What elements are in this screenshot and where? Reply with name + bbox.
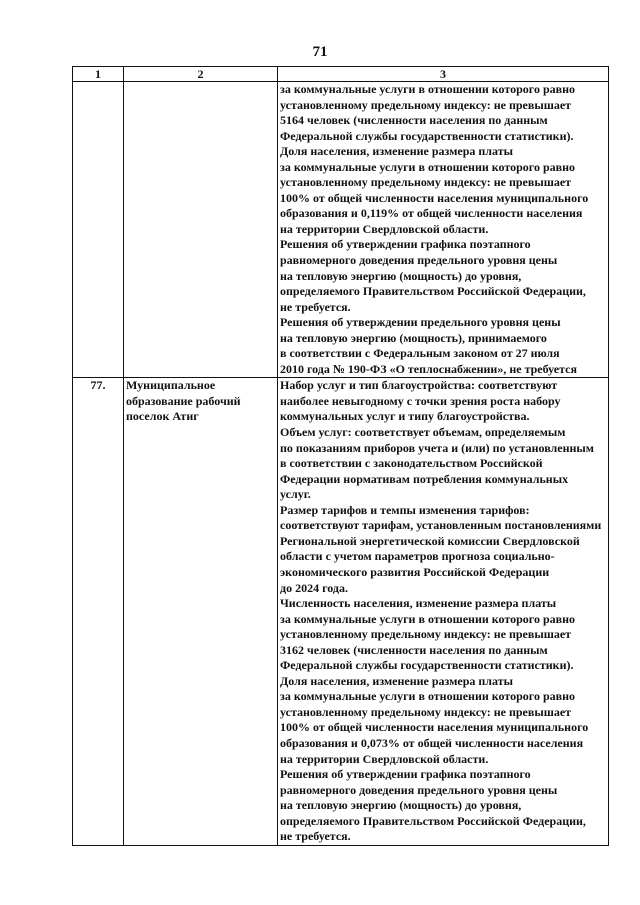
table-row	[73, 82, 609, 378]
description-line: на тепловую энергию (мощность), принимаемого	[280, 330, 547, 345]
description-line: образования и 0,073% от общей численности населения	[280, 735, 584, 750]
description-line: за коммунальные услуги в отношении которого равно	[280, 82, 576, 96]
description-line: за коммунальные услуги в отношении которого равно	[280, 611, 576, 626]
municipality-name-line: поселок Атиг	[126, 409, 199, 424]
description-line: равномерного доведения предельного уровня цены	[280, 253, 558, 268]
description-line: определяемого Правительством Российской Федерации,	[280, 284, 586, 299]
description-line: Численность населения, изменение размера платы	[280, 596, 557, 611]
municipality-name-line: Муниципальное	[126, 378, 216, 393]
page-number: 71	[312, 44, 328, 60]
description-line: области с учетом параметров прогноза социально-	[280, 549, 555, 564]
description-line: 100% от общей численности населения муниципального	[280, 720, 589, 735]
description-line: Размер тарифов и темпы изменения тарифов:	[280, 502, 530, 517]
description-line: Решения об утверждении предельного уровня цены	[280, 315, 561, 330]
municipality-name-line: образование рабочий	[126, 393, 241, 408]
description-line: 3162 человек (численности населения по данным	[280, 642, 548, 657]
description-line: Региональной энергетической комиссии Свердловской	[280, 533, 580, 548]
description-line: Федеральной службы государственности статистики).	[280, 658, 574, 673]
description-cell	[278, 378, 609, 845]
description-line: Решения об утверждении графика поэтапного	[280, 767, 531, 782]
description-line: Набор услуг и тип благоустройства: соответствуют	[280, 378, 558, 393]
description-line: по показаниям приборов учета и (или) по установленным	[280, 440, 594, 455]
description-line: установленному предельному индексу: не превышает	[280, 627, 572, 642]
description-line: 5164 человек (численности населения по данным	[280, 113, 548, 128]
description-line: Доля населения, изменение размера платы	[280, 144, 513, 159]
row-number-cell: 77.	[73, 378, 124, 845]
description-line: Решения об утверждении графика поэтапного	[280, 237, 531, 252]
description-line: на тепловую энергию (мощность) до уровня,	[280, 268, 522, 283]
municipality-name-cell	[124, 82, 278, 378]
description-line: на территории Свердловской области.	[280, 221, 489, 236]
column-header-2: 2	[124, 67, 278, 82]
table-row	[73, 378, 609, 845]
description-line: Доля населения, изменение размера платы	[280, 673, 513, 688]
description-line: равномерного доведения предельного уровня цены	[280, 782, 558, 797]
description-line: установленному предельному индексу: не превышает	[280, 704, 572, 719]
description-line: экономического развития Российской Федерации	[280, 564, 550, 579]
description-line: 100% от общей численности населения муниципального	[280, 190, 589, 205]
description-line: до 2024 года.	[280, 580, 348, 595]
column-header-1: 1	[73, 67, 124, 82]
description-line: на тепловую энергию (мощность) до уровня,	[280, 798, 522, 813]
description-line: образования и 0,119% от общей численности населения	[280, 206, 583, 221]
description-line: наиболее невыгодному с точки зрения роста набору	[280, 393, 561, 408]
description-line: за коммунальные услуги в отношении которого равно	[280, 689, 576, 704]
description-line: не требуется.	[280, 299, 351, 314]
municipality-name-cell	[124, 378, 278, 845]
document-table	[72, 66, 609, 846]
description-line: за коммунальные услуги в отношении которого равно	[280, 159, 576, 174]
description-line: коммунальных услуг и типу благоустройства.	[280, 409, 530, 424]
description-line: установленному предельному индексу: не превышает	[280, 175, 572, 190]
description-line: Федерации нормативам потребления коммунальных	[280, 471, 569, 486]
description-line: в соответствии с Федеральным законом от 27 июля	[280, 346, 560, 361]
description-line: на территории Свердловской области.	[280, 751, 489, 766]
description-line: не требуется.	[280, 829, 351, 844]
description-line: соответствуют тарифам, установленным постановлениями	[280, 518, 602, 533]
description-line: услуг.	[280, 487, 311, 502]
row-number-cell	[73, 82, 124, 378]
description-line: определяемого Правительством Российской Федерации,	[280, 813, 586, 828]
description-line: установленному предельному индексу: не превышает	[280, 97, 572, 112]
description-line: в соответствии с законодательством Российской	[280, 456, 543, 471]
table-body	[73, 82, 609, 846]
table-header-row	[73, 67, 609, 82]
description-line: Федеральной службы государственности статистики).	[280, 128, 574, 143]
description-line: Объем услуг: соответствует объемам, определяемым	[280, 425, 566, 440]
description-line: 2010 года № 190-ФЗ «О теплоснабжении», не требуется	[280, 361, 577, 376]
description-cell	[278, 82, 609, 378]
column-header-3: 3	[278, 67, 609, 82]
